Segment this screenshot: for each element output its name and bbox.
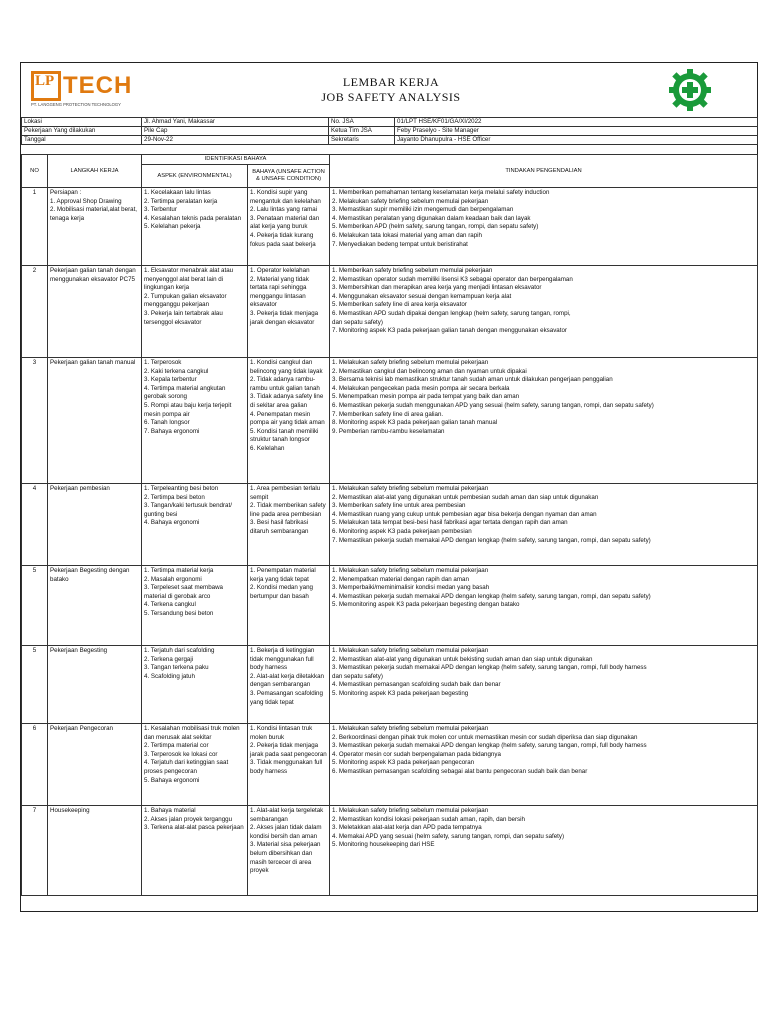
bahaya-cell xyxy=(248,566,330,646)
aspek-item: 3. Kepala terbentur xyxy=(144,376,197,384)
langkah-item: Housekeeping xyxy=(50,807,90,814)
aspek-item: 3. Terpeleset saat membawa material di gerobak arco xyxy=(144,584,223,600)
aspek-item: 2. Tumpukan galian eksavator mengganggu pekerjaan xyxy=(144,292,227,309)
bahaya-item: 2. Tidak memberikan safety line pada area pembesian xyxy=(250,502,326,518)
col-identifikasi-header: IDENTIFIKASI BAHAYA xyxy=(142,155,330,165)
lokasi-label: Lokasi xyxy=(22,118,142,127)
bahaya-cell xyxy=(248,188,330,266)
aspek-item: 1. Terpeleanting besi beton xyxy=(144,485,219,492)
aspek-item: 4. Tertimpa material angkutan gerobak sorong xyxy=(144,384,226,401)
tindakan-item: 1. Melakukan safety briefing sebelum memulai pekerjaan xyxy=(332,647,489,654)
tindakan-item: 1. Memberikan safety briefing sebelum memulai pekerjaan xyxy=(332,267,493,274)
bahaya-item: 1. Alat-alat kerja tergeletak sembarangan xyxy=(250,807,324,823)
tindakan-item: 4. Melakukan pengecekan pada mesin pompa air secara berkala xyxy=(332,384,510,392)
sekretaris-label: Sekretaris xyxy=(329,136,395,145)
tindakan-item: 3. Memastikan pekerja sudah memakai APD dengan lengkap (helm safety, sarung tangan, rompi, full body harness xyxy=(332,742,647,750)
bahaya-item: 2. Akses jalan tidak dalam kondisi bersih dan aman xyxy=(250,824,322,840)
bahaya-cell xyxy=(248,266,330,358)
langkah-item: 1. Approval Shop Drawing xyxy=(50,197,122,205)
langkah-cell xyxy=(48,646,142,724)
aspek-item: 1. Kecelakaan lalu lintas xyxy=(144,189,211,196)
bahaya-cell xyxy=(248,646,330,724)
aspek-item: 1. Terjatuh dari scafolding xyxy=(144,647,215,654)
aspek-item: 1. Kesalahan mobilisasi truk molen dan merusak alat sekitar xyxy=(144,725,240,741)
tindakan-item: 3. Memperbaiki/meminimalisir kondisi medan yang basah xyxy=(332,584,490,592)
row-number: 3 xyxy=(22,358,48,484)
table-row xyxy=(22,188,758,266)
aspek-cell xyxy=(142,266,248,358)
bahaya-item: 2. Pekerja tidak menjaga jarak pada saat pengecoran xyxy=(250,742,327,758)
aspek-item: 3. Terkena alat-alat pasca pekerjaan xyxy=(144,824,244,832)
col-tindakan-header: TINDAKAN PENGENDALIAN xyxy=(330,155,758,188)
langkah-cell xyxy=(48,724,142,806)
aspek-item: 4. Scafolding jatuh xyxy=(144,672,195,680)
tindakan-item: 4. Memastikan pemasangan scafolding sudah baik dan benar xyxy=(332,681,501,689)
tindakan-item: 6. Melakukan tata lokasi material yang aman dan rapih xyxy=(332,231,482,239)
logo-subtitle: PT. LANGGENG PROTECTION TECHNOLOGY xyxy=(31,102,121,107)
aspek-cell xyxy=(142,646,248,724)
tindakan-cell xyxy=(330,806,758,896)
tindakan-cell xyxy=(330,358,758,484)
tindakan-item: 2. Memastikan kondisi lokasi pekerjaan sudah aman, rapih, dan bersih xyxy=(332,815,525,823)
langkah-cell xyxy=(48,188,142,266)
row-number: 1 xyxy=(22,188,48,266)
bahaya-cell xyxy=(248,358,330,484)
sekretaris-value: Jayanto Dhanupulra - HSE Officer xyxy=(395,136,758,145)
bahaya-item: 2. Tidak adanya rambu-rambu untuk galian tanah xyxy=(250,376,320,392)
tindakan-item: 2. Memastikan operator sudah memiliki lisensi K3 sebagai operator dan berpengalaman xyxy=(332,275,573,283)
table-row xyxy=(22,266,758,358)
langkah-item: Pekerjaan Pengecoran xyxy=(50,725,113,732)
bahaya-item: 2. Material yang tidak tertata rapi sehingga menggangu lintasan eksavator xyxy=(250,275,309,309)
aspek-cell xyxy=(142,484,248,566)
aspek-item: 6. Tanah longsor xyxy=(144,419,190,427)
tindakan-item: 1. Melakukan safety briefing sebelum memulai pekerjaan xyxy=(332,807,489,814)
jsa-table-body xyxy=(22,188,758,896)
tindakan-item: 7. Menyediakan bedeng tempat untuk beristirahat xyxy=(332,240,468,248)
langkah-cell xyxy=(48,484,142,566)
bahaya-item: 3. Besi hasil fabrikasi ditaruh sembarangan xyxy=(250,519,309,535)
aspek-item: 1. Eksavator menabrak alat atau menyenggol alat berat lain di lingkungan kerja xyxy=(144,267,234,292)
langkah-item: Pekerjaan Begesting xyxy=(50,647,108,654)
aspek-item: 1. Terperosok xyxy=(144,359,182,366)
bahaya-item: 1. Kondisi lintasan truk molen buruk xyxy=(250,725,313,741)
tindakan-item: 1. Melakukan safety briefing sebelum memulai pekerjaan xyxy=(332,485,489,492)
row-number: 5 xyxy=(22,566,48,646)
tindakan-item: 4. Operator mesin cor sudah berpengalaman pada bidangnya xyxy=(332,750,501,758)
bahaya-item: 2. Alat-alat kerja diletakkan dengan sembarangan xyxy=(250,672,324,689)
tindakan-item: 4. Memastikan pekerja sudah memakai APD dengan lengkap (helm safety, sarung tangan, rompi, dan sepatu safety) xyxy=(332,592,651,600)
tindakan-item: 2. Berkoordinasi dengan pihak truk molen cor untuk memastikan mesin cor sudah diperiksa dan siap digunakan xyxy=(332,733,638,741)
tindakan-item: 2. Memastikan alat-alat yang digunakan untuk bekisting sudah aman dan siap untuk digunakan xyxy=(332,655,593,663)
ketua-label: Ketua Tim JSA xyxy=(329,127,395,136)
tindakan-item: 1. Melakukan safety briefing sebelum memulai pekerjaan xyxy=(332,567,489,574)
tindakan-item: 3. Membersihkan dan merapikan area kerja yang menjadi lintasan eksavator xyxy=(332,284,542,292)
tindakan-item: 7. Monitoring aspek K3 pada pekerjaan galian tanah dengan menggunakan eksavator xyxy=(332,327,567,335)
bahaya-item: 3. Tidak adanya safety line di sekitar area galian xyxy=(250,393,324,409)
tindakan-item: 3. Memastikan supir memiliki izin mengemudi dan berpengalaman xyxy=(332,206,514,214)
langkah-item: Pekerjaan galian tanah manual xyxy=(50,359,136,366)
bahaya-item: 3. Pemasangan scafolding yang tidak tepat xyxy=(250,689,323,706)
lokasi-value: Jl. Ahmad Yani, Makassar xyxy=(142,118,329,127)
aspek-item: 4. Terkena cangkul xyxy=(144,601,196,609)
tindakan-item: 1. Memberikan pemahaman tentang keselamatan kerja melalui safety induction xyxy=(332,189,550,196)
table-row xyxy=(22,566,758,646)
table-row xyxy=(22,724,758,806)
aspek-item: 5. Tersandung besi beton xyxy=(144,609,214,617)
aspek-item: 2. Kaki terkena cangkul xyxy=(144,367,209,375)
langkah-item: Pekerjaan galian tanah dengan menggunakan eksavator PC75 xyxy=(50,267,136,283)
title-line-2: JOB SAFETY ANALYSIS xyxy=(321,90,461,104)
aspek-item: 5. Rompi atau baju kerja terjepit mesin pompa air xyxy=(144,401,232,418)
info-table xyxy=(21,117,758,145)
tindakan-item: 6. Memastikan pemasangan scafolding sebagai alat bantu pengecoran sudah baik dan benar xyxy=(332,767,588,775)
tindakan-cell xyxy=(330,646,758,724)
aspek-item: 1. Tertimpa material kerja xyxy=(144,567,214,574)
title-line-1: LEMBAR KERJA xyxy=(342,75,440,89)
pekerjaan-value: Pile Cap xyxy=(142,127,329,136)
tanggal-label: Tanggal xyxy=(22,136,142,145)
tanggal-value: 29-Nov-22 xyxy=(142,136,329,145)
tindakan-item: 4. Memakai APD yang sesuai (helm safety, sarung tangan, rompi, dan sepatu safety) xyxy=(332,832,565,840)
bahaya-item: 1. Penempatan material kerja yang tidak tepat xyxy=(250,567,316,583)
aspek-item: 2. Tertimpa besi beton xyxy=(144,493,205,501)
aspek-cell xyxy=(142,724,248,806)
tindakan-item: dan sepatu safety) xyxy=(332,672,383,680)
tindakan-item: 5. Memberikan APD (helm safety, sarung tangan, rompi, dan sepatu safety) xyxy=(332,223,539,231)
bahaya-item: 1. Bekerja di ketinggian tidak menggunakan full body harness xyxy=(250,647,315,672)
bahaya-item: 3. Pekerja tidak menjaga jarak dengan eksavator xyxy=(250,309,319,326)
aspek-item: 5. Kelelahan pekerja xyxy=(144,223,201,231)
bahaya-item: 3. Penataan material dan alat kerja yang buruk xyxy=(250,214,320,231)
tindakan-item: 1. Melakukan safety briefing sebelum memulai pekerjaan xyxy=(332,725,489,732)
tindakan-item: 9. Pemberian rambu-rambu keselamatan xyxy=(332,427,445,435)
aspek-item: 4. Kesalahan teknis pada peralatan xyxy=(144,214,242,222)
tindakan-item: 3. Meletakkan alat-alat kerja dan APD pada tempatnya xyxy=(332,824,482,832)
langkah-cell xyxy=(48,266,142,358)
tindakan-cell xyxy=(330,188,758,266)
tindakan-item: 5. Monitoring aspek K3 pada pekerjaan begesting xyxy=(332,689,469,697)
no-jsa-value: 01/LPT HSE/KF01/GA/XI/2022 xyxy=(395,118,758,127)
aspek-item: 3. Tangan terkena paku xyxy=(144,664,209,672)
tindakan-item: 7. Memberikan safety line di area galian. xyxy=(332,410,444,418)
bahaya-item: 5. Kondisi tanah memiliki struktur tanah longsor xyxy=(250,427,319,444)
aspek-cell xyxy=(142,566,248,646)
bahaya-item: 1. Kondisi cangkul dan belincong yang tidak layak xyxy=(250,359,323,375)
aspek-item: 1. Bahaya material xyxy=(144,807,196,814)
bahaya-item: 4. Penempatan mesin pompa air yang tidak aman xyxy=(250,410,325,427)
row-number: 2 xyxy=(22,266,48,358)
tindakan-cell xyxy=(330,566,758,646)
aspek-item: 2. Tertimpa peralatan kerja xyxy=(144,197,218,205)
tindakan-cell xyxy=(330,724,758,806)
tindakan-item: 5. Menempatkan mesin pompa air pada tempat yang baik dan aman xyxy=(332,393,520,401)
document-title xyxy=(221,75,561,105)
tindakan-item: 2. Melakukan safety briefing sebelum memulai pekerjaan xyxy=(332,197,489,205)
aspek-item: 4. Bahaya ergonomi xyxy=(144,519,200,527)
k3-safety-gear-cross-icon xyxy=(668,68,712,112)
aspek-cell xyxy=(142,806,248,896)
bahaya-item: 6. Kelelahan xyxy=(250,444,285,452)
tindakan-item: 4. Memastikan ruang yang cukup untuk pembesian agar bisa bekerja dengan nyaman dan aman xyxy=(332,510,597,518)
bahaya-item: 2. Kondisi medan yang bertumpur dan basah xyxy=(250,584,313,600)
bahaya-item: 2. Lalu lintas yang ramai xyxy=(250,206,318,214)
tindakan-item: 6. Monitoring aspek K3 pada pekerjaan pembesian xyxy=(332,527,472,535)
aspek-cell xyxy=(142,188,248,266)
bahaya-cell xyxy=(248,724,330,806)
bahaya-item: 3. Material sisa pekerjaan belum dibersihkan dan masih tercecer di area proyek xyxy=(250,841,321,875)
tindakan-item: 7. Memastikan pekerja sudah memakai APD dengan lengkap (helm safety, sarung tangan, rompi, dan sepatu safety) xyxy=(332,536,651,544)
tindakan-item: 6. Memastikan APD sudah dipakai dengan lengkap (helm safety, sarung tangan, rompi, xyxy=(332,309,571,317)
col-aspek-header: ASPEK (ENVIRONMENTAL) xyxy=(142,165,248,188)
logo-text: TECH xyxy=(63,72,133,99)
aspek-item: 2. Terkena gergaji xyxy=(144,655,194,663)
tindakan-item: 6. Memastikan pekerja sudah menggunakan APD yang sesuai (helm safety, sarung tangan, rompi, dan sepatu safety) xyxy=(332,401,654,409)
tindakan-item: 5. Memberikan safety line di area kerja eksavator xyxy=(332,301,467,309)
col-bahaya-header: BAHAYA (UNSAFE ACTION & UNSAFE CONDITION) xyxy=(248,165,330,188)
aspek-item: 3. Terperosok ke lokasi cor xyxy=(144,750,218,758)
aspek-item: 3. Tangan/kaki tertusuk bendrat/ gunting besi xyxy=(144,502,232,518)
jsa-table xyxy=(21,154,758,896)
row-number: 7 xyxy=(22,806,48,896)
company-logo xyxy=(31,71,139,109)
aspek-item: 5. Bahaya ergonomi xyxy=(144,776,200,784)
aspek-item: 2. Tertimpa material cor xyxy=(144,742,209,750)
aspek-item: 3. Terbentur xyxy=(144,206,177,214)
bahaya-item: 1. Operator kelelahan xyxy=(250,267,310,274)
bahaya-cell xyxy=(248,806,330,896)
langkah-item: Pekerjaan pembesian xyxy=(50,485,110,492)
tindakan-item: dan sepatu safety) xyxy=(332,318,383,326)
aspek-item: 2. Akses jalan proyek terganggu xyxy=(144,815,233,823)
no-jsa-label: No. JSA xyxy=(329,118,395,127)
langkah-item: Pekerjaan Begesting dengan batako xyxy=(50,567,130,583)
jsa-sheet xyxy=(20,62,758,912)
row-number: 5 xyxy=(22,646,48,724)
tindakan-item: 3. Memberikan safety line untuk area pembesian xyxy=(332,502,466,510)
bahaya-item: 3. Tidak menggunakan full body harness xyxy=(250,759,323,775)
tindakan-item: 4. Menggunakan eksavator sesuai dengan kemampuan kerja alat xyxy=(332,292,512,300)
col-langkah-header: LANGKAH KERJA xyxy=(48,155,142,188)
langkah-cell xyxy=(48,566,142,646)
row-number: 6 xyxy=(22,724,48,806)
langkah-cell xyxy=(48,358,142,484)
tindakan-cell xyxy=(330,266,758,358)
row-number: 4 xyxy=(22,484,48,566)
col-no-header: NO xyxy=(22,155,48,188)
tindakan-item: 3. Bersama teknisi lab memastikan struktur tanah sudah aman untuk dilakukan pengerjaan penggalian xyxy=(332,376,613,384)
tindakan-item: 4. Memastikan peralatan yang digunakan dalam keadaan baik dan layak xyxy=(332,214,531,222)
tindakan-item: 2. Menempatkan material dengan rapih dan aman xyxy=(332,575,469,583)
tindakan-item: 5. Monitoring housekeeping dari HSE xyxy=(332,841,435,849)
aspek-item: 4. Terjatuh dari ketinggian saat proses pengecoran xyxy=(144,759,229,775)
tindakan-cell xyxy=(330,484,758,566)
table-row xyxy=(22,646,758,724)
tindakan-item: 5. Melakukan tata tempat besi-besi hasil fabrikasi agar tertata dengan rapih dan aman xyxy=(332,519,568,527)
tindakan-item: 8. Monitoring aspek K3 pada pekerjaan galian tanah manual xyxy=(332,419,498,427)
bahaya-item: 4. Pekerja tidak kurang fokus pada saat bekerja xyxy=(250,231,316,248)
logo-mark: LP xyxy=(35,73,55,89)
bahaya-item: 1. Area pembesian terlalu sempit xyxy=(250,485,321,501)
tindakan-item: 3. Memastikan pekerja sudah memakai APD dengan lengkap (helm safety, sarung tangan, rompi, full body harness xyxy=(332,664,647,672)
langkah-item: 2. Mobilisasi material,alat berat, tenaga kerja xyxy=(50,206,138,222)
tindakan-item: 5. Memonitoring aspek K3 pada pekerjaan begesting dengan batako xyxy=(332,601,520,609)
tindakan-item: 1. Melakukan safety briefing sebelum memulai pekerjaan xyxy=(332,359,489,366)
tindakan-item: 2. Memastikan cangkul dan belincong aman dan nyaman untuk dipakai xyxy=(332,367,527,375)
pekerjaan-label: Pekerjaan Yang dilakukan xyxy=(22,127,142,136)
ketua-value: Feby Praselyo - Site Manager xyxy=(395,127,758,136)
table-row xyxy=(22,358,758,484)
langkah-cell xyxy=(48,806,142,896)
langkah-item: Persiapan : xyxy=(50,189,82,196)
table-row xyxy=(22,806,758,896)
aspek-item: 7. Bahaya ergonomi xyxy=(144,427,200,435)
tindakan-item: 2. Memastikan alat-alat yang digunakan untuk pembesian sudah aman dan siap untuk digunakan xyxy=(332,493,599,501)
table-row xyxy=(22,484,758,566)
tindakan-item: 5. Monitoring aspek K3 pada pekerjaan pengecoran xyxy=(332,759,475,767)
document-header xyxy=(21,63,757,118)
aspek-item: 2. Masalah ergonomi xyxy=(144,575,202,583)
aspek-item: 3. Pekerja lain tertabrak alau tersenggol eksavator xyxy=(144,309,223,326)
bahaya-item: 1. Kondisi supir yang mengantuk dan kelelahan xyxy=(250,189,321,205)
bahaya-cell xyxy=(248,484,330,566)
aspek-cell xyxy=(142,358,248,484)
